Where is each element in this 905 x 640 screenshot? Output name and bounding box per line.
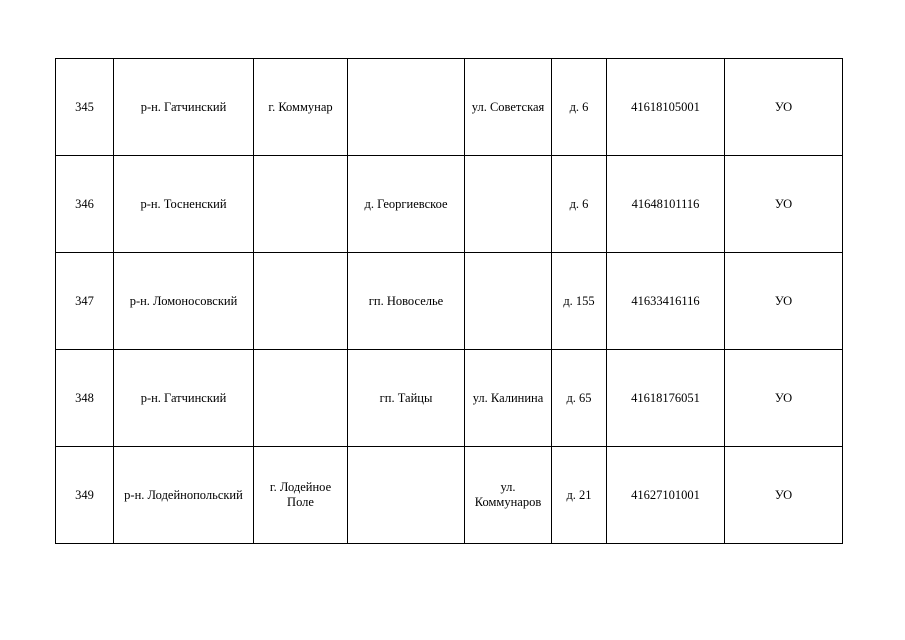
district-cell: р-н. Лодейнопольский — [114, 447, 254, 544]
management-type-cell: УО — [725, 253, 843, 350]
row-number-cell: 345 — [56, 59, 114, 156]
table-row — [56, 253, 843, 350]
oktmo-code-cell: 41618176051 — [607, 350, 725, 447]
table-row — [56, 156, 843, 253]
district-cell: р-н. Ломоносовский — [114, 253, 254, 350]
house-cell: д. 6 — [552, 59, 607, 156]
row-number-cell: 348 — [56, 350, 114, 447]
street-cell — [465, 156, 552, 253]
table-row — [56, 59, 843, 156]
house-cell: д. 21 — [552, 447, 607, 544]
oktmo-code-cell: 41618105001 — [607, 59, 725, 156]
district-cell: р-н. Тосненский — [114, 156, 254, 253]
street-cell — [465, 253, 552, 350]
management-type-cell: УО — [725, 350, 843, 447]
oktmo-code-cell: 41627101001 — [607, 447, 725, 544]
street-cell: ул. Коммунаров — [465, 447, 552, 544]
address-registry-table — [55, 58, 843, 544]
district-cell: р-н. Гатчинский — [114, 350, 254, 447]
settlement-cell: гп. Новоселье — [348, 253, 465, 350]
city-cell — [254, 253, 348, 350]
house-cell: д. 6 — [552, 156, 607, 253]
settlement-cell: д. Георгиевское — [348, 156, 465, 253]
city-cell — [254, 156, 348, 253]
management-type-cell: УО — [725, 156, 843, 253]
management-type-cell: УО — [725, 59, 843, 156]
district-cell: р-н. Гатчинский — [114, 59, 254, 156]
table-row — [56, 447, 843, 544]
row-number-cell: 346 — [56, 156, 114, 253]
management-type-cell: УО — [725, 447, 843, 544]
settlement-cell — [348, 447, 465, 544]
row-number-cell: 349 — [56, 447, 114, 544]
street-cell: ул. Советская — [465, 59, 552, 156]
city-cell: г. Лодейное Поле — [254, 447, 348, 544]
house-cell: д. 155 — [552, 253, 607, 350]
city-cell — [254, 350, 348, 447]
settlement-cell — [348, 59, 465, 156]
city-cell: г. Коммунар — [254, 59, 348, 156]
house-cell: д. 65 — [552, 350, 607, 447]
table-row — [56, 350, 843, 447]
settlement-cell: гп. Тайцы — [348, 350, 465, 447]
oktmo-code-cell: 41648101116 — [607, 156, 725, 253]
oktmo-code-cell: 41633416116 — [607, 253, 725, 350]
street-cell: ул. Калинина — [465, 350, 552, 447]
row-number-cell: 347 — [56, 253, 114, 350]
